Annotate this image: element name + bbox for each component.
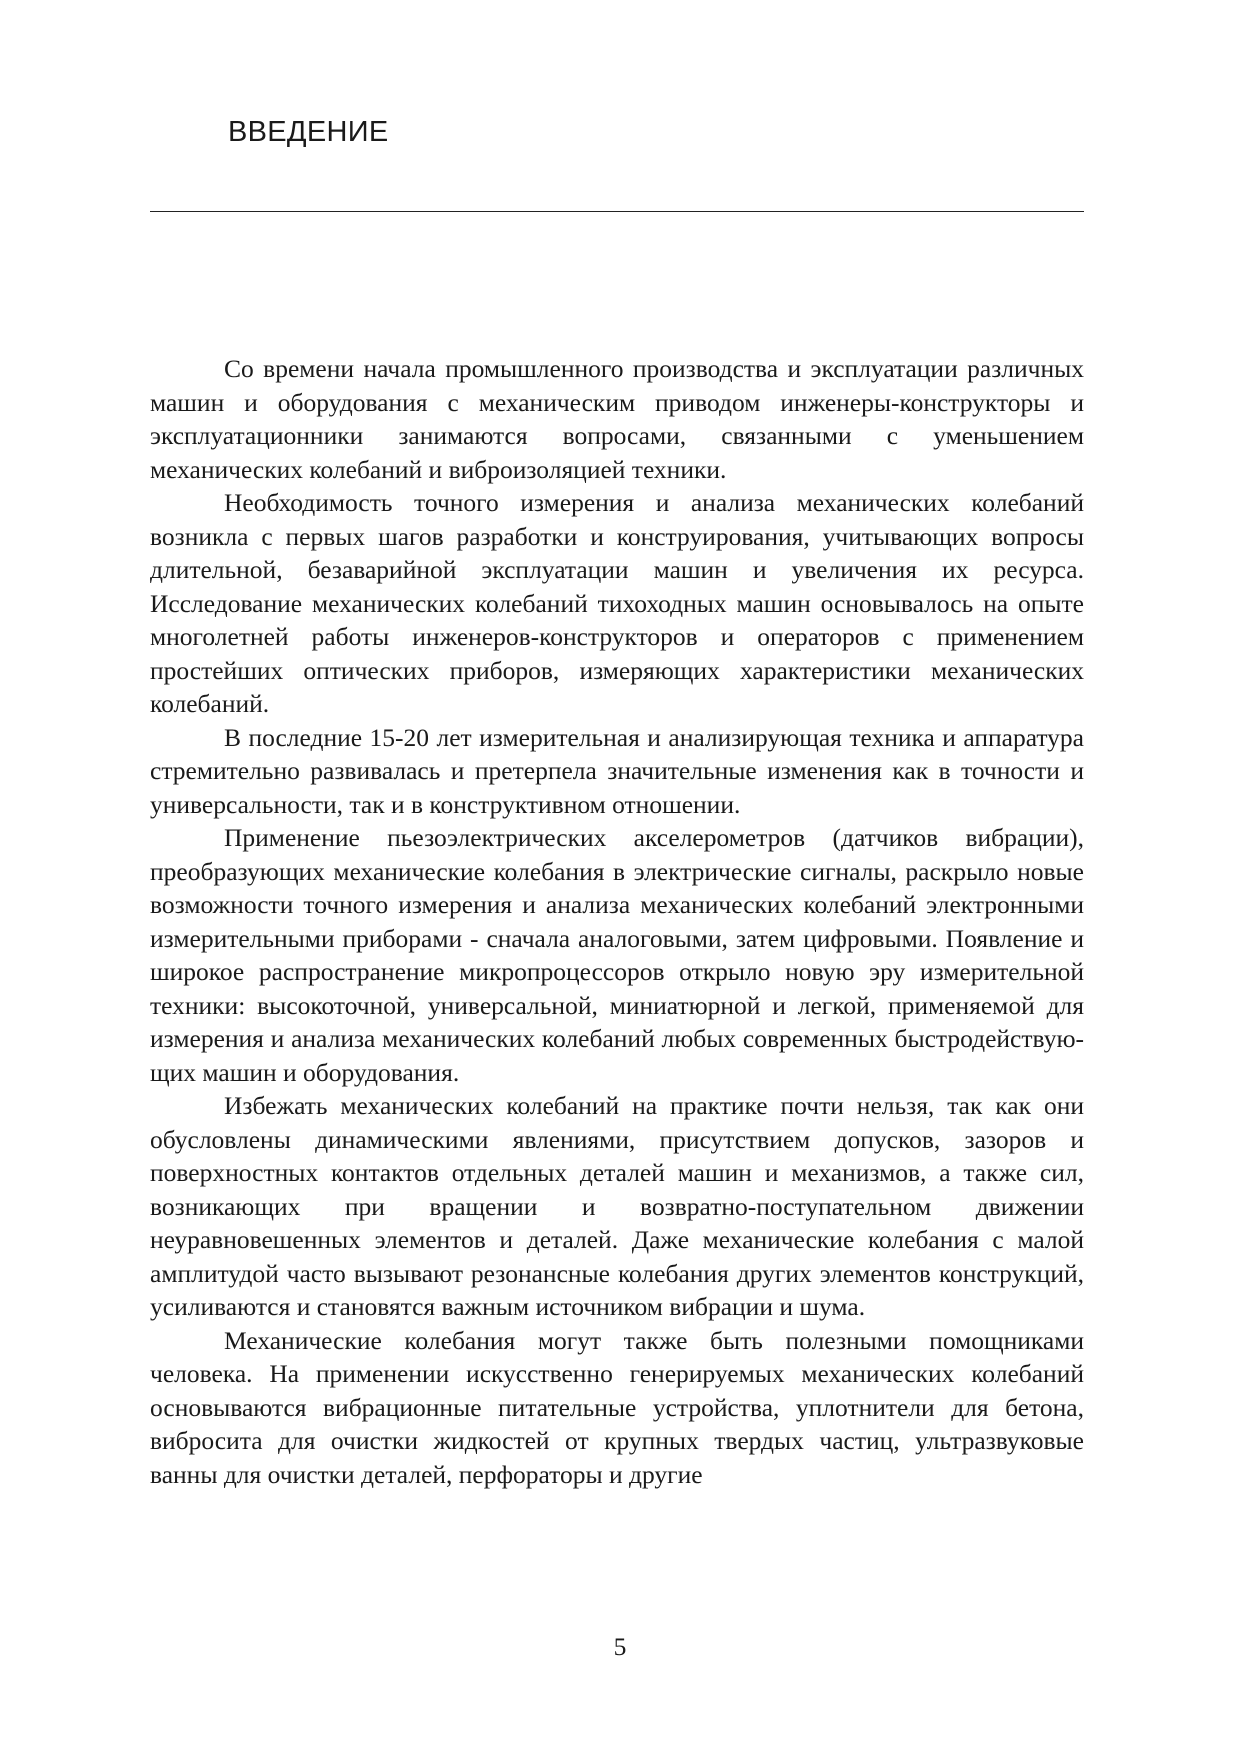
page-number: 5 [613,1632,627,1661]
paragraph: Избежать механических колебаний на практике почти нельзя, так как они обусловлены динамическими явлениями, присутствием допусков, зазоров и поверхностных контактов отдельных деталей машин и механизмов, а также сил, возникающих при вращении и возвратно-поступательном движении неуравновешенных элементов и деталей. Даже механические колебания с малой амплитудой часто вызывают резонансные колебания других элементов конструкций, усиливаются и становятся важным источником вибрации и шума. [150,1091,1084,1321]
paragraph: Механические колебания могут также быть полезными помощниками человека. На применении искусственно генерируемых механических колебаний основываются вибрационные питательные устройства, уплотнители для бетона, вибросита для очистки жидкостей от крупных твердых частиц, ультразвуковые ванны для очистки деталей, перфораторы и другие [150,1325,1084,1489]
paragraph: Со времени начала промышленного производства и эксплуатации различных машин и оборудования с механическим приводом инженеры-конструкторы и эксплуатационники занимаются вопросами, связанными с уменьшением механических колебаний и виброизоляцией техники. [150,354,1084,484]
paragraph: В последние 15-20 лет измерительная и анализирующая техника и аппаратура стремительно развивалась и претерпела значительные изменения как в точности и универсальности, так и в конструктивном отношении. [150,722,1084,819]
body-text [150,352,1084,1491]
title-divider [150,211,1084,212]
chapter-title: ВВЕДЕНИЕ [228,116,389,148]
paragraph: Применение пьезоэлектрических акселерометров (датчиков вибрации), преобразующих механические колебания в электрические сигналы, раскрыло новые возможности точного измерения и анализа механических колебаний электронными измерительными приборами - сначала аналоговыми, затем цифровыми. Появление и широкое распространение микропроцессоров открыло новую эру измерительной техники: высокоточной, универсальной, миниатюрной и легкой, применяемой для измерения и анализа механических колебаний любых современных быстродействующих машин и оборудования. [150,823,1084,1087]
paragraph: Необходимость точного измерения и анализа механических колебаний возникла с первых шагов разработки и конструирования, учитывающих вопросы длительной, безаварийной эксплуатации машин и увеличения их ресурса. Исследование механических колебаний тихоходных машин основывалось на опыте многолетней работы инженеров-конструкторов и операторов с применением простейших оптических приборов, измеряющих характеристики механических колебаний. [150,488,1084,718]
